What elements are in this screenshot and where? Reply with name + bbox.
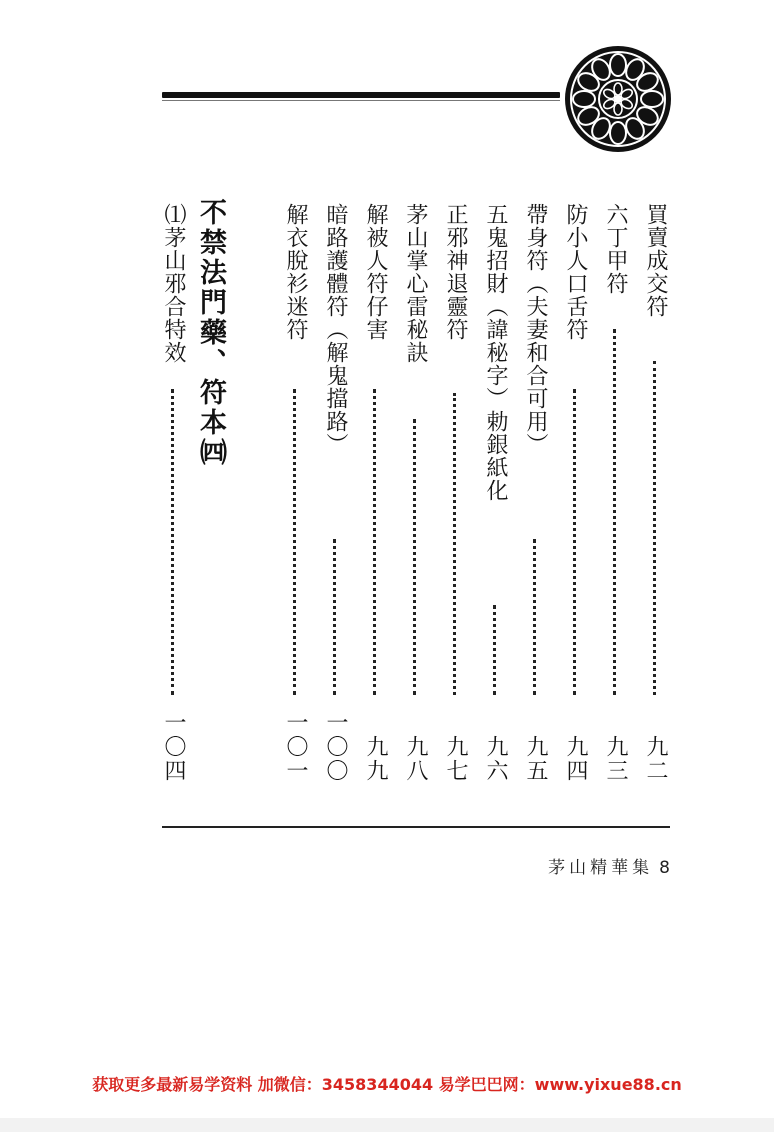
toc-entry-6[interactable] (440, 203, 470, 783)
toc-entry-page: 九三 (603, 735, 628, 783)
lotus-medallion-ornament-icon (563, 44, 673, 154)
dot-leader (533, 539, 536, 695)
book-title: 茅山精華集 (548, 858, 654, 878)
toc-entry-title: 防小人口舌符 (563, 203, 588, 341)
bottom-band (0, 1118, 774, 1132)
toc-entry-4[interactable] (520, 203, 550, 783)
toc-entry-title: 五鬼招財（諱秘字）勅銀紙化 (483, 203, 508, 502)
dot-leader (493, 605, 496, 695)
dot-leader (293, 389, 296, 695)
toc-entry-8[interactable] (360, 203, 390, 783)
dot-leader (453, 393, 456, 695)
promo-banner: 获取更多最新易学资料 加微信：3458344044 易学巴巴网：www.yixue88.cn (92, 1075, 682, 1094)
toc-entry-page: 九七 (443, 735, 468, 783)
toc-entry-title: 買賣成交符 (643, 203, 668, 318)
toc-entry-page: 九二 (643, 735, 668, 783)
toc-entry-9[interactable] (320, 203, 350, 783)
toc-entry-page: 九九 (363, 735, 388, 783)
toc-entry-page: 一〇一 (283, 711, 308, 783)
dot-leader (573, 389, 576, 695)
dot-leader (373, 389, 376, 695)
toc-entry-title: 解被人符仔害 (363, 203, 388, 341)
dot-leader (653, 361, 656, 695)
toc-entry-5[interactable] (480, 203, 510, 783)
toc-entry-page: 九五 (523, 735, 548, 783)
toc-entry-title: 帶身符（夫妻和合可用） (523, 203, 548, 456)
toc-entry-3[interactable] (560, 203, 590, 783)
toc-entry-2[interactable] (600, 203, 630, 783)
toc-entry-10[interactable] (280, 203, 310, 783)
dot-leader (613, 329, 616, 695)
toc-entry-title: ⑴茅山邪合特效 (161, 203, 186, 364)
section-heading: 不禁法門藥、符本㈣ (195, 198, 226, 468)
running-footer (548, 853, 670, 878)
header-rule (162, 92, 560, 98)
toc-entry-page: 九八 (403, 735, 428, 783)
footer-rule (162, 826, 670, 828)
toc-entry-page: 一〇四 (161, 711, 186, 783)
toc-entry-1[interactable] (640, 203, 670, 783)
dot-leader (171, 389, 174, 695)
toc-entry-page: 一〇〇 (323, 711, 348, 783)
toc-entry-page: 九六 (483, 735, 508, 783)
toc-sub-entry-1[interactable] (158, 203, 188, 783)
toc-entry-title: 茅山掌心雷秘訣 (403, 203, 428, 364)
toc-entry-title: 六丁甲符 (603, 203, 628, 295)
toc-entry-title: 正邪神退靈符 (443, 203, 468, 341)
dot-leader (413, 419, 416, 695)
toc-entry-title: 解衣脫衫迷符 (283, 203, 308, 341)
toc-entry-7[interactable] (400, 203, 430, 783)
dot-leader (333, 539, 336, 695)
toc-entry-title: 暗路護體符（解鬼擋路） (323, 203, 348, 456)
page-number: 8 (659, 858, 670, 878)
toc-entry-page: 九四 (563, 735, 588, 783)
